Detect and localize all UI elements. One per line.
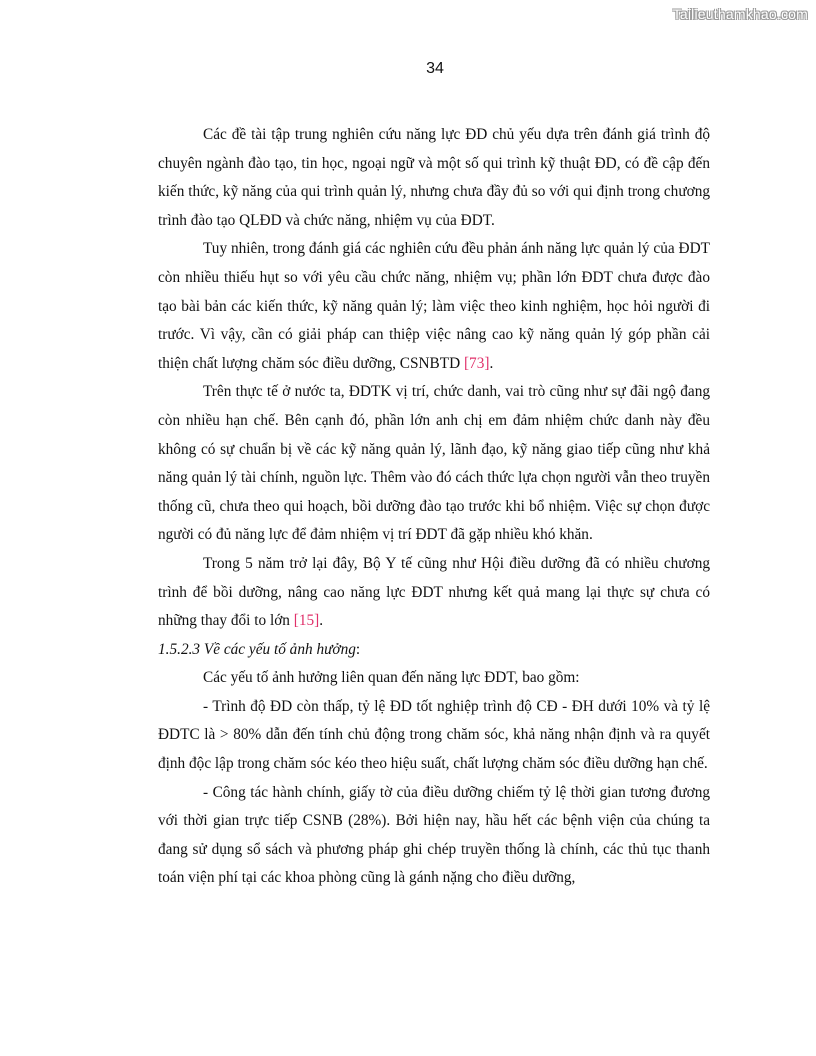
paragraph-5: Các yếu tố ảnh hưởng liên quan đến năng lực ĐDT, bao gồm:	[203, 669, 580, 687]
paragraph-4: Trong 5 năm trở lại đây, Bộ Y tế cũng như Hội điều dưỡng đã có nhiều chương trình để bồi dưỡng, nâng cao năng lực ĐDT nhưng kết quả mang lại thực sự chưa có những thay đổi to lớn [15].	[158, 554, 710, 630]
paragraph-1: Các đề tài tập trung nghiên cứu năng lực ĐD chủ yếu dựa trên đánh giá trình độ chuyên ngành đào tạo, tin học, ngoại ngữ và một số qui trình kỹ thuật ĐD, có đề cập đến kiến thức, kỹ năng của qui trình quản lý, nhưng chưa đầy đủ so với qui định trong chương trình đào tạo QLĐD và chức năng, nhiệm vụ của ĐDT.	[158, 126, 710, 229]
bullet-item-1: - Trình độ ĐD còn thấp, tỷ lệ ĐD tốt nghiệp trình độ CĐ - ĐH dưới 10% và tỷ lệ ĐDTC là > 80% dẫn đến tính chủ động trong chăm sóc, khả năng nhận định và ra quyết định độc lập trong chăm sóc kéo theo hiệu suất, chất lượng chăm sóc điều dưỡng hạn chế.	[158, 697, 710, 773]
page-number: 34	[426, 60, 444, 77]
bullet-item-2: - Công tác hành chính, giấy tờ của điều dưỡng chiếm tỷ lệ thời gian tương đương với thời gian trực tiếp CSNB (28%). Bởi hiện nay, hầu hết các bệnh viện của chúng ta đang sử dụng sổ sách và phương pháp ghi chép truyền thống là chính, các thủ tục thanh toán viện phí tại các khoa phòng cũng là gánh nặng cho điều dưỡng,	[158, 783, 710, 887]
paragraph-3: Trên thực tế ở nước ta, ĐDTK vị trí, chức danh, vai trò cũng như sự đãi ngộ đang còn nhiều hạn chế. Bên cạnh đó, phần lớn anh chị em đảm nhiệm chức danh này đều không có sự chuẩn bị về các kỹ năng quản lý, lãnh đạo, kỹ năng giao tiếp cũng như khả năng quản lý tài chính, nguồn lực. Thêm vào đó cách thức lựa chọn người vẫn theo truyền thống cũ, chưa theo qui hoạch, bồi dưỡng đào tạo trước khi bổ nhiệm. Việc sự chọn được người có đủ năng lực để đảm nhiệm vị trí ĐDT đã gặp nhiều khó khăn.	[158, 383, 710, 544]
reference-link-15[interactable]: [15]	[293, 612, 320, 630]
paragraph-2: Tuy nhiên, trong đánh giá các nghiên cứu đều phản ánh năng lực quản lý của ĐDT còn nhiều thiếu hụt so với yêu cầu chức năng, nhiệm vụ; phần lớn ĐDT chưa được đào tạo bài bản các kiến thức, kỹ năng quản lý; làm việc theo kinh nghiệm, học hỏi người đi trước. Vì vậy, cần có giải pháp can thiệp việc nâng cao kỹ năng quản lý góp phần cải thiện chất lượng chăm sóc điều dưỡng, CSNBTD [73].	[158, 240, 710, 372]
watermark: Tailieuthamkhao.com	[672, 6, 808, 22]
section-heading: 1.5.2.3 Về các yếu tố ảnh hưởng:	[158, 640, 361, 658]
reference-link-73[interactable]: [73]	[463, 354, 490, 372]
document-body	[158, 121, 710, 893]
